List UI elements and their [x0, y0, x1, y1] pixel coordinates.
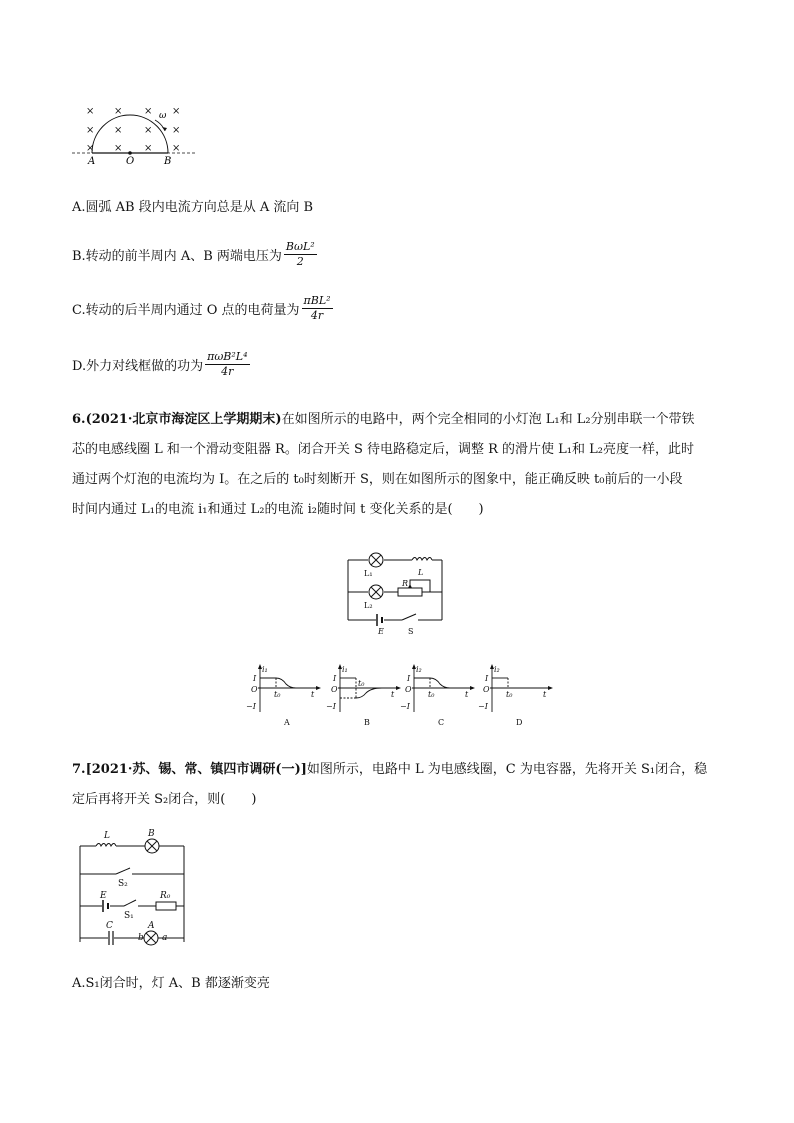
q6-source: 6.(2021·北京市海淀区上学期期末) — [72, 412, 282, 427]
cross-mark: × — [144, 125, 153, 136]
option-a: A.圆弧 AB 段内电流方向总是从 A 流向 B — [72, 200, 314, 215]
graph-t0-label: t₀ — [274, 690, 281, 699]
option-d-fraction — [205, 350, 249, 379]
lamp-l2-icon — [369, 585, 383, 599]
cross-mark: × — [114, 106, 123, 117]
graph-t-label: t — [391, 690, 395, 699]
q6-circuit-diagram — [340, 548, 450, 636]
graph-option-label: C — [438, 718, 445, 727]
graph-t-label: t — [311, 690, 315, 699]
label-r: R — [402, 579, 409, 588]
cross-mark: × — [172, 125, 181, 136]
graph-i-label: I — [485, 674, 489, 683]
graph-t-label: t — [543, 690, 547, 699]
cross-mark: × — [144, 143, 153, 154]
label-b-terminal: b — [138, 933, 144, 943]
label-s: S — [408, 627, 414, 636]
label-c: C — [106, 921, 113, 931]
graph-origin-label: O — [251, 685, 258, 694]
capacitor-icon — [109, 931, 113, 945]
q6-line-2: 芯的电感线圈 L 和一个滑动变阻器 R。闭合开关 S 待电路稳定后，调整 R 的滑片使 L₁和 L₂亮度一样，此时 — [72, 442, 694, 457]
x-arrow-icon — [470, 686, 475, 690]
option-c-fraction — [302, 294, 333, 323]
graph-option-label: A — [284, 718, 290, 727]
graph-i-label: I — [333, 674, 337, 683]
label-b: B — [148, 829, 155, 839]
label-a-terminal: a — [162, 933, 168, 943]
option-c — [72, 294, 333, 323]
graph-neg-i-label: −I — [246, 702, 256, 711]
fraction-numerator: BωL² — [285, 240, 315, 253]
center-o-dot — [128, 151, 132, 155]
cross-mark: × — [144, 106, 153, 117]
x-arrow-icon — [548, 686, 553, 690]
graph-i-label: I — [253, 674, 257, 683]
lamp-l1-icon — [369, 553, 383, 567]
graph-y-label: i₂ — [494, 665, 500, 674]
lamp-b-icon — [145, 839, 159, 853]
graph-d — [478, 662, 558, 728]
q6-text-1: 在如图所示的电路中，两个完全相同的小灯泡 L₁和 L₂分别串联一个带铁 — [281, 412, 695, 427]
omega-label: ω — [159, 111, 167, 121]
label-l: L — [418, 568, 424, 577]
option-b-text: B.转动的前半周内 A、B 两端电压为 — [72, 249, 282, 264]
label-l: L — [104, 831, 110, 841]
q7-text-1: 如图所示，电路中 L 为电感线圈，C 为电容器，先将开关 S₁闭合，稳 — [306, 762, 708, 777]
graph-t0-label: t₀ — [428, 690, 435, 699]
graph-origin-label: O — [331, 685, 338, 694]
option-d — [72, 350, 250, 379]
q7-source: 7.[2021·苏、锡、常、镇四市调研(一)] — [72, 762, 307, 777]
graph-t-label: t — [465, 690, 469, 699]
label-a: A — [88, 156, 96, 167]
label-l1: L₁ — [364, 569, 373, 578]
graph-a — [246, 662, 326, 728]
q7-line-2: 定后再将开关 S₂闭合，则( ) — [72, 792, 257, 807]
option-b-fraction — [284, 240, 317, 269]
graph-c — [400, 662, 480, 728]
graph-i-label: I — [407, 674, 411, 683]
graph-t0-label: t₀ — [358, 679, 365, 688]
q7-line-1 — [72, 760, 707, 780]
option-b — [72, 240, 317, 269]
label-b: B — [164, 156, 172, 167]
cross-mark: × — [86, 143, 95, 154]
semicircle-field-figure — [70, 100, 200, 168]
graph-neg-i-label: −I — [326, 702, 336, 711]
cross-mark: × — [114, 125, 123, 136]
graph-option-label: D — [516, 718, 523, 727]
cross-mark: × — [172, 143, 181, 154]
label-e: E — [378, 627, 384, 636]
fraction-denominator: 4r — [221, 365, 234, 378]
slider-arrow-icon — [408, 584, 412, 588]
q6-line-4: 时间内通过 L₁的电流 i₁和通过 L₂的电流 i₂随时间 t 变化关系的是( ) — [72, 502, 484, 517]
label-r0: R₀ — [160, 891, 171, 901]
graph-t0-label: t₀ — [506, 690, 513, 699]
graph-neg-i-label: −I — [478, 702, 488, 711]
label-o: O — [126, 156, 135, 167]
q7-circuit-diagram — [72, 826, 192, 950]
cross-mark: × — [172, 106, 181, 117]
q6-line-3: 通过两个灯泡的电流均为 I。在之后的 t₀时刻断开 S，则在如图所示的图象中，能正确反映 t₀前后的一小段 — [72, 472, 683, 487]
q7-option-a: A.S₁闭合时，灯 A、B 都逐渐变亮 — [72, 976, 270, 991]
label-a-lamp: A — [148, 921, 155, 931]
cross-mark: × — [86, 106, 95, 117]
label-s1: S₁ — [124, 911, 134, 921]
lamp-a-icon — [144, 931, 158, 945]
label-l2: L₂ — [364, 601, 373, 610]
battery-icon — [377, 614, 382, 626]
option-d-text: D.外力对线框做的功为 — [72, 359, 204, 374]
fraction-numerator: πBL² — [303, 294, 331, 307]
graph-neg-i-label: −I — [400, 702, 410, 711]
q6-line-1 — [72, 410, 695, 430]
graph-origin-label: O — [405, 685, 412, 694]
cross-mark: × — [114, 143, 123, 154]
fraction-denominator: 4r — [310, 309, 324, 322]
graph-origin-label: O — [483, 685, 490, 694]
fraction-denominator: 2 — [296, 255, 304, 268]
label-e: E — [100, 891, 107, 901]
graph-y-label: i₂ — [416, 665, 422, 674]
battery-icon — [103, 900, 108, 912]
label-s2: S₂ — [118, 879, 128, 889]
option-c-text: C.转动的后半周内通过 O 点的电荷量为 — [72, 303, 300, 318]
graph-y-label: i₁ — [262, 665, 268, 674]
fraction-numerator: πωB²L⁴ — [207, 350, 248, 363]
graph-b — [326, 662, 406, 728]
graph-option-label: B — [364, 718, 370, 727]
graph-y-label: i₁ — [342, 665, 348, 674]
cross-mark: × — [86, 125, 95, 136]
x-arrow-icon — [316, 686, 321, 690]
